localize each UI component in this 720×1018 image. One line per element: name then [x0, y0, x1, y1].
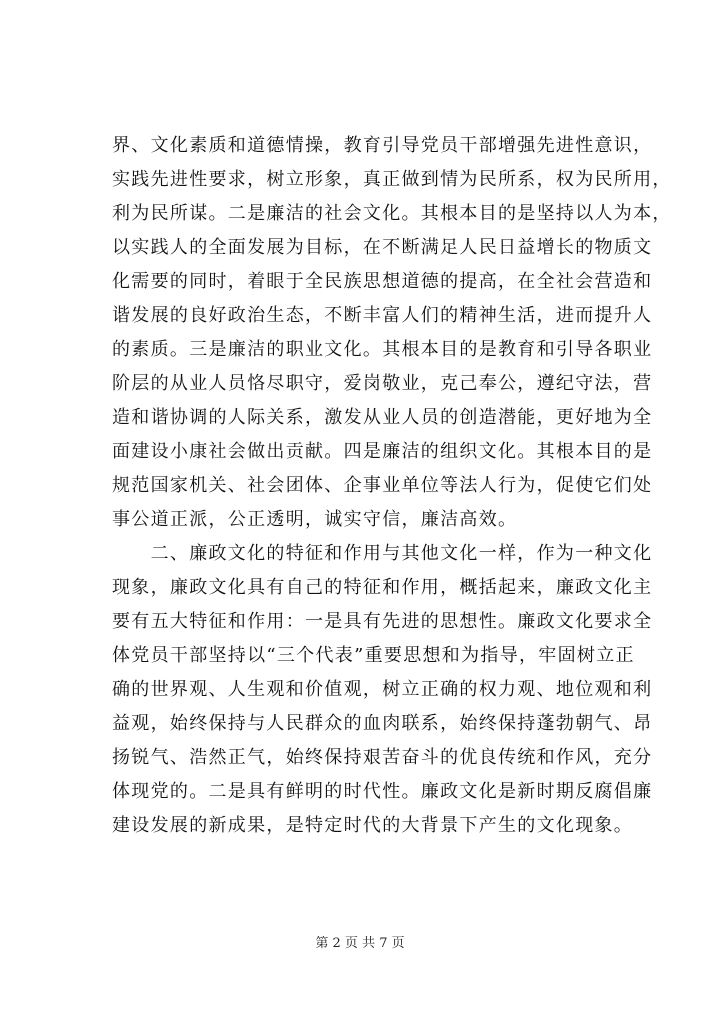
text-line: 现象，廉政文化具有自己的特征和作用，概括起来，廉政文化主 [112, 577, 653, 598]
text-line: 阶层的从业人员恪尽职守，爱岗敬业，克己奉公，遵纪守法，营 [112, 373, 653, 394]
text-line: 体党员干部坚持以“三个代表”重要思想和为指导，牢固树立正 [112, 645, 635, 666]
text-line: 确的世界观、人生观和价值观，树立正确的权力观、地位观和利 [112, 679, 653, 700]
text-line: 规范国家机关、社会团体、企事业单位等法人行为，促使它们处 [112, 475, 653, 496]
paragraph-1 [112, 129, 672, 537]
text-line: 实践先进性要求，树立形象，真正做到情为民所系，权为民所用， [112, 169, 672, 190]
text-line: 以实践人的全面发展为目标，在不断满足人民日益增长的物质文 [112, 237, 653, 258]
page-number: 第 2 页 共 7 页 [315, 936, 405, 951]
text-line: 造和谐协调的人际关系，激发从业人员的创造潜能，更好地为全 [112, 407, 653, 428]
text-line: 建设发展的新成果，是特定时代的大背景下产生的文化现象。 [112, 815, 634, 836]
text-line: 的素质。三是廉洁的职业文化。其根本目的是教育和引导各职业 [112, 339, 653, 360]
paragraph-2 [112, 537, 653, 843]
text-line: 谐发展的良好政治生态，不断丰富人们的精神生活，进而提升人 [112, 305, 653, 326]
text-line: 事公道正派，公正透明，诚实守信，廉洁高效。 [112, 509, 518, 530]
text-line: 要有五大特征和作用：一是具有先进的思想性。廉政文化要求全 [112, 611, 653, 632]
text-line: 利为民所谋。二是廉洁的社会文化。其根本目的是坚持以人为本， [112, 203, 672, 224]
text-line: 扬锐气、浩然正气，始终保持艰苦奋斗的优良传统和作风，充分 [112, 747, 653, 768]
text-line: 化需要的同时，着眼于全民族思想道德的提高，在全社会营造和 [112, 271, 653, 292]
text-line: 益观，始终保持与人民群众的血肉联系，始终保持蓬勃朝气、昂 [112, 713, 653, 734]
text-line: 二、廉政文化的特征和作用与其他文化一样，作为一种文化 [112, 543, 653, 564]
text-line: 面建设小康社会做出贡献。四是廉洁的组织文化。其根本目的是 [112, 441, 653, 462]
text-line: 界、文化素质和道德情操，教育引导党员干部增强先进性意识， [112, 135, 653, 156]
page-footer [0, 935, 720, 953]
body-text [112, 129, 672, 843]
text-line: 体现党的。二是具有鲜明的时代性。廉政文化是新时期反腐倡廉 [112, 781, 653, 802]
